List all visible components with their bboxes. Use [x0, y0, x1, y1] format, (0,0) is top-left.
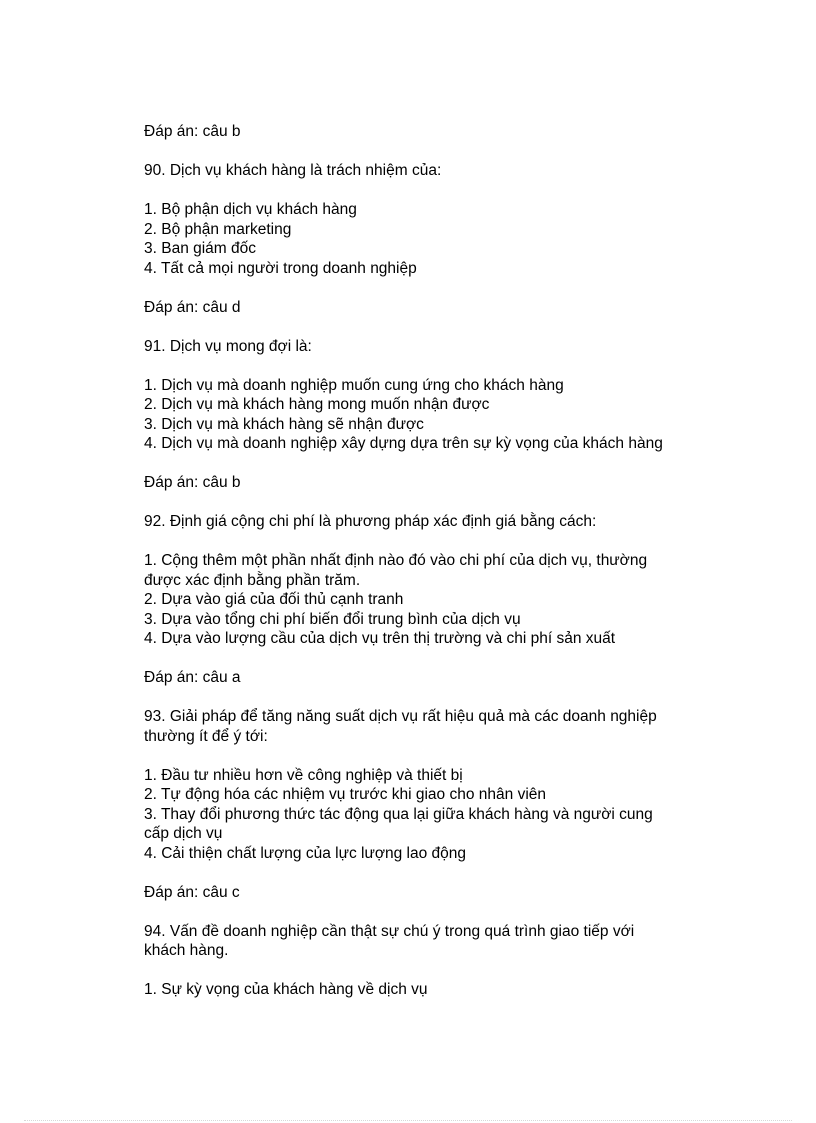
option-line: 3. Thay đổi phương thức tác động qua lại giữa khách hàng và người cung — [144, 805, 653, 823]
blank-line — [144, 317, 704, 337]
option-line: 1. Bộ phận dịch vụ khách hàng — [144, 201, 357, 218]
question-93-continued: thường ít để ý tới: — [144, 727, 268, 745]
option-line: 2. Dịch vụ mà khách hàng mong muốn nhận được — [144, 396, 490, 413]
option-line: 4. Dịch vụ mà doanh nghiệp xây dựng dựa trên sự kỳ vọng của khách hàng — [144, 435, 663, 452]
option-line: 2. Bộ phận marketing — [144, 220, 292, 238]
option-line: 4. Tất cả mọi người trong doanh nghiệp — [144, 259, 417, 277]
blank-line — [144, 142, 704, 162]
answer-line: Đáp án: câu a — [144, 669, 241, 686]
blank-line — [144, 278, 704, 298]
blank-line — [144, 356, 704, 376]
document-page — [144, 122, 704, 1000]
option-line: 3. Dựa vào tổng chi phí biến đổi trung bình của dịch vụ — [144, 610, 521, 628]
option-line: 2. Dựa vào giá của đối thủ cạnh tranh — [144, 591, 404, 608]
blank-line — [144, 688, 704, 708]
option-line: 3. Dịch vụ mà khách hàng sẽ nhận được — [144, 415, 424, 433]
option-line: 1. Đầu tư nhiều hơn về công nghiệp và thiết bị — [144, 766, 463, 784]
question-90: 90. Dịch vụ khách hàng là trách nhiệm của: — [144, 162, 442, 179]
question-93: 93. Giải pháp để tăng năng suất dịch vụ rất hiệu quả mà các doanh nghiệp — [144, 708, 657, 725]
blank-line — [144, 181, 704, 201]
answer-line: Đáp án: câu b — [144, 474, 241, 491]
question-92: 92. Định giá cộng chi phí là phương pháp xác định giá bằng cách: — [144, 513, 597, 530]
page-bottom-divider — [24, 1120, 792, 1121]
question-94-continued: khách hàng. — [144, 942, 229, 959]
option-line: 1. Cộng thêm một phần nhất định nào đó vào chi phí của dịch vụ, thường — [144, 552, 648, 569]
option-line: 1. Dịch vụ mà doanh nghiệp muốn cung ứng cho khách hàng — [144, 376, 564, 394]
blank-line — [144, 746, 704, 766]
option-line: 1. Sự kỳ vọng của khách hàng về dịch vụ — [144, 981, 428, 998]
blank-line — [144, 649, 704, 669]
blank-line — [144, 863, 704, 883]
answer-line: Đáp án: câu d — [144, 298, 241, 316]
blank-line — [144, 532, 704, 552]
blank-line — [144, 493, 704, 513]
question-94: 94. Vấn đề doanh nghiệp cần thật sự chú ý trong quá trình giao tiếp với — [144, 922, 635, 940]
option-line: 4. Cải thiện chất lượng của lực lượng lao động — [144, 844, 467, 862]
option-line: 2. Tự động hóa các nhiệm vụ trước khi giao cho nhân viên — [144, 786, 547, 803]
answer-line: Đáp án: câu c — [144, 883, 240, 901]
blank-line — [144, 902, 704, 922]
option-line: 4. Dựa vào lượng cầu của dịch vụ trên thị trường và chi phí sản xuất — [144, 630, 616, 647]
option-line-continued: cấp dịch vụ — [144, 825, 223, 842]
option-line: 3. Ban giám đốc — [144, 240, 257, 257]
blank-line — [144, 454, 704, 474]
answer-line: Đáp án: câu b — [144, 123, 241, 140]
question-91: 91. Dịch vụ mong đợi là: — [144, 337, 312, 355]
option-line-continued: được xác định bằng phần trăm. — [144, 571, 361, 589]
blank-line — [144, 961, 704, 981]
